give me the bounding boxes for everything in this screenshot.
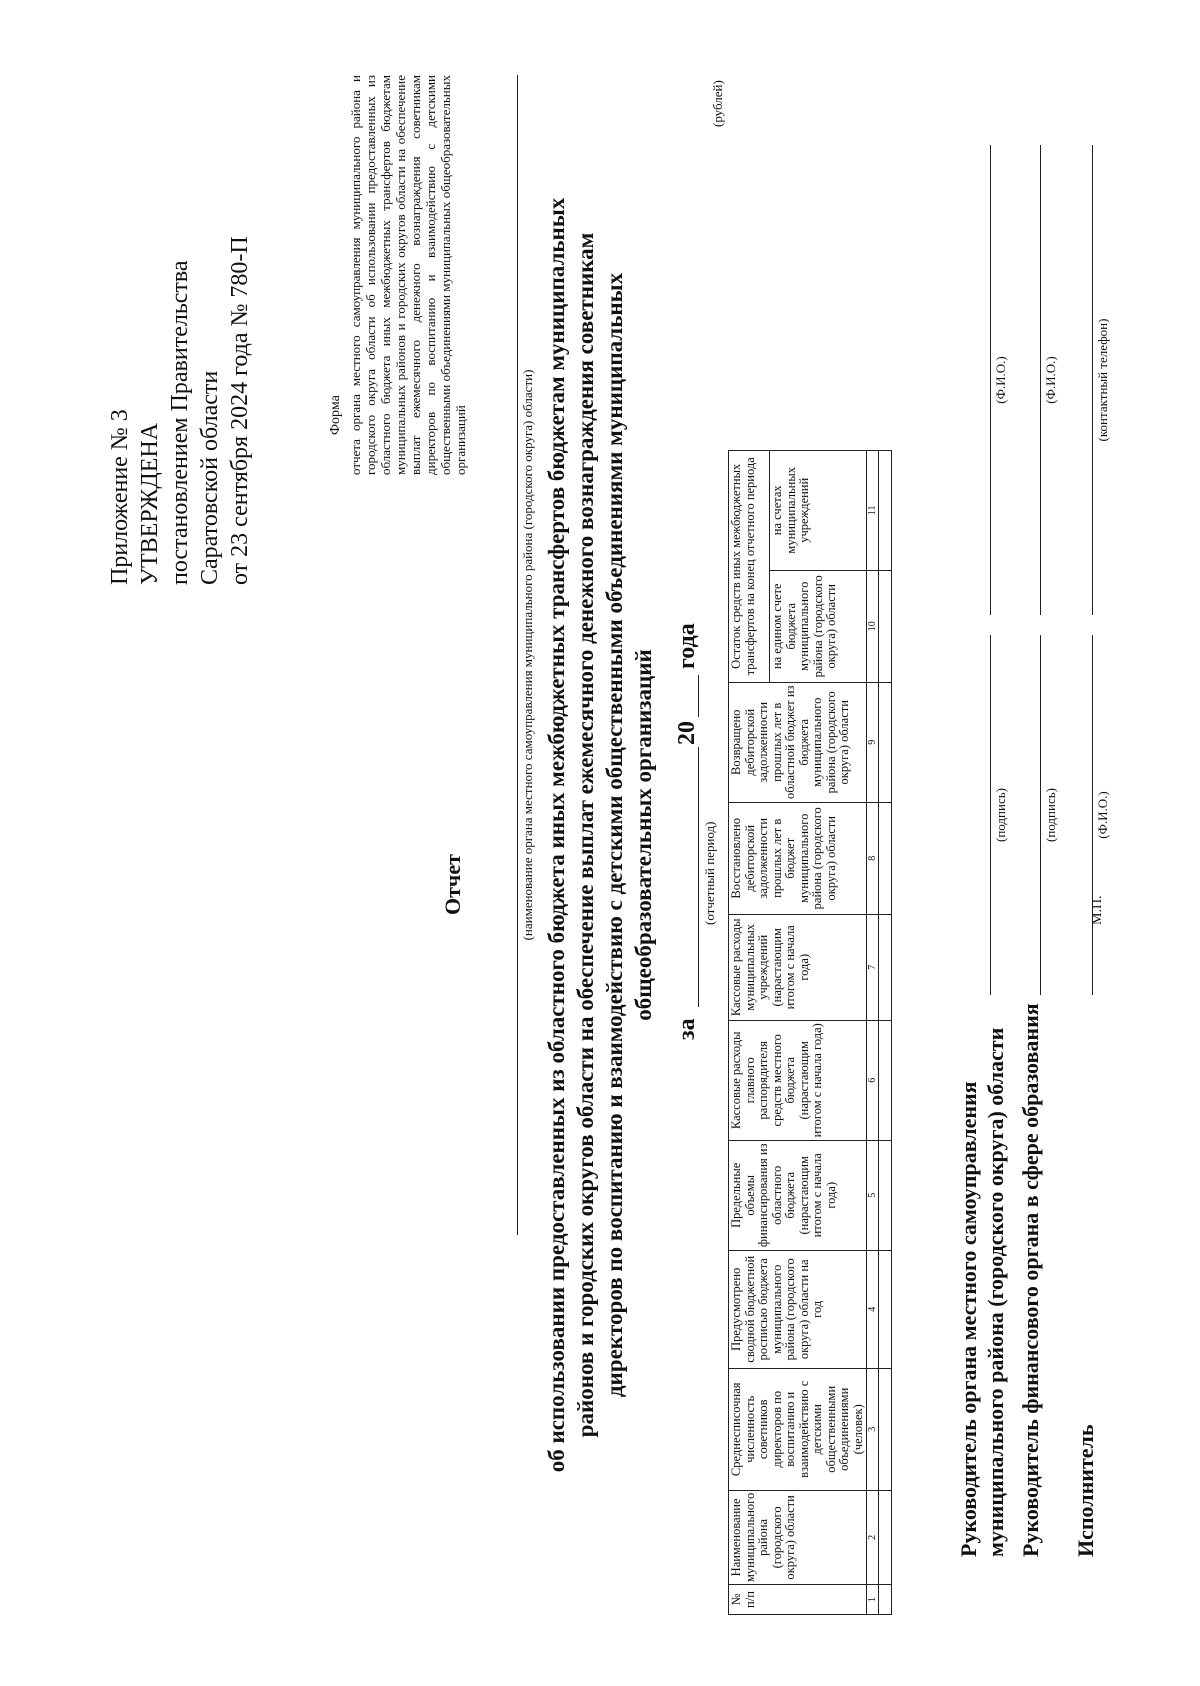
units-label: (рублей)	[710, 80, 725, 127]
head-local-signature-line[interactable]	[990, 635, 991, 995]
header-municipality: Наименование муниципального района (городского округа) области	[729, 1490, 867, 1584]
column-number: 10	[867, 570, 879, 682]
organ-name-field[interactable]	[517, 75, 518, 1235]
table-cell[interactable]	[879, 802, 892, 914]
table-cell[interactable]	[879, 570, 892, 682]
head-local-name-line[interactable]	[990, 145, 991, 615]
executor-phone-line[interactable]	[1092, 145, 1093, 615]
header-returned-receivables: Возвращено дебиторской задолженности прошлых лет в областной бюджет из бюджета муниципального района (городского округа) области	[729, 682, 867, 802]
table-cell[interactable]	[879, 450, 892, 570]
approval-line-3: от 23 сентября 2024 года № 780-П	[227, 236, 253, 585]
signature-caption: (подпись)	[1043, 788, 1058, 842]
report-title: Отчет	[440, 854, 465, 915]
table-cell[interactable]	[879, 1490, 892, 1584]
period-field[interactable]	[698, 747, 699, 1007]
report-table	[728, 450, 892, 1615]
column-number: 9	[867, 682, 879, 802]
name-caption: (Ф.И.О.)	[1043, 356, 1058, 404]
column-number: 6	[867, 1020, 879, 1140]
column-number: 3	[867, 1368, 879, 1490]
header-remaining-funds: Остаток средств иных межбюджетных трансфертов на конец отчетного периода	[729, 450, 770, 682]
header-headcount: Среднесписочная численность советников директоров по воспитанию и взаимодействию с детскими общественными объединениями (человек)	[729, 1368, 867, 1490]
column-number: 8	[867, 802, 879, 914]
period-suffix: года	[674, 623, 700, 669]
header-single-account: на едином счете бюджета муниципального района (городского округа) области	[770, 570, 867, 682]
column-number: 2	[867, 1490, 879, 1584]
period-century: 20	[674, 721, 700, 745]
appendix-number: Приложение № 3	[107, 409, 133, 585]
header-cash-expenses-institutions: Кассовые расходы муниципальных учреждений (нарастающим итогом с начала года)	[729, 914, 867, 1020]
period-prefix: за	[674, 1018, 700, 1040]
header-funding-limits: Предельные объемы финансирования из областного бюджета (нарастающим итогом с начала года)	[729, 1140, 867, 1250]
rotated-page	[50, 75, 1110, 1615]
period-year-field[interactable]	[698, 675, 699, 717]
table-row[interactable]	[879, 450, 892, 1614]
report-heading	[542, 55, 658, 1615]
column-number: 4	[867, 1250, 879, 1368]
column-number: 7	[867, 914, 879, 1020]
approval-line-1: постановлением Правительства	[167, 260, 193, 585]
executor-label: Исполнитель	[1073, 1424, 1098, 1557]
table-cell[interactable]	[879, 1585, 892, 1615]
name-caption: (Ф.И.О.)	[993, 356, 1008, 404]
period-caption: (отчетный период)	[702, 821, 717, 925]
head-finance-label: Руководитель финансового органа в сфере образования	[1018, 1003, 1043, 1557]
head-local-line-2: муниципального района (городского округа) области	[983, 1027, 1008, 1557]
form-description: отчета органа местного самоуправления муниципального района и городского округа области об использовании предоставленных из областного бюджета иных межбюджетных трансфертов бюджетам муниципальных районов и городских округов области на обеспечение выплат ежемесячного денежного вознаграждения советникам директоров по воспитанию и взаимодействию с детскими общественными объединениями муниципальных общеобразовательных организаций	[348, 75, 468, 475]
header-institution-accounts: на счетах муниципальных учреждений	[770, 450, 867, 570]
header-planned-budget: Предусмотрено сводной бюджетной росписью бюджета муниципального района (городского округа) области на год	[729, 1250, 867, 1368]
heading-line-3: директоров по воспитанию и взаимодействию с детскими общественными объединениями муниципальных	[602, 272, 627, 1398]
phone-caption: (контактный телефон)	[1095, 318, 1110, 442]
header-cash-expenses-manager: Кассовые расходы главного распорядителя средств местного бюджета (нарастающим итогом с начала года)	[729, 1020, 867, 1140]
table-cell[interactable]	[879, 1368, 892, 1490]
approved-label: УТВЕРЖДЕНА	[137, 422, 163, 585]
heading-line-1: об использовании предоставленных из областного бюджета иных межбюджетных трансфертов бюджетам муниципальных	[544, 197, 569, 1473]
head-local-line-1: Руководитель органа местного самоуправления	[956, 1081, 981, 1557]
table-cell[interactable]	[879, 1140, 892, 1250]
organ-caption: (наименование органа местного самоуправления муниципального района (городского округа) области)	[520, 369, 535, 941]
name-caption: (Ф.И.О.)	[1095, 791, 1110, 839]
form-label: Форма	[328, 395, 343, 435]
header-restored-receivables: Восстановлено дебиторской задолженности прошлых лет в бюджет муниципального района (городского округа) области	[729, 802, 867, 914]
signature-caption: (подпись)	[993, 788, 1008, 842]
table-cell[interactable]	[879, 682, 892, 802]
column-number: 1	[867, 1585, 879, 1615]
heading-line-2: районов и городских округов области на обеспечение выплат ежемесячного денежного вознаграждения советникам	[573, 232, 598, 1438]
executor-name-line[interactable]	[1092, 635, 1093, 995]
header-number: № п/п	[729, 1585, 867, 1615]
head-local-label	[955, 1028, 1009, 1557]
head-finance-name-line[interactable]	[1040, 145, 1041, 615]
approval-block	[105, 85, 255, 585]
table-cell[interactable]	[879, 914, 892, 1020]
stamp-place: М.П.	[1090, 895, 1105, 925]
approval-line-2: Саратовской области	[197, 370, 223, 585]
heading-line-4: общеобразовательных организаций	[631, 649, 656, 1021]
column-numbers-row	[867, 450, 879, 1614]
table-cell[interactable]	[879, 1250, 892, 1368]
column-number: 5	[867, 1140, 879, 1250]
column-number: 11	[867, 450, 879, 570]
head-finance-signature-line[interactable]	[1040, 635, 1041, 995]
table-cell[interactable]	[879, 1020, 892, 1140]
